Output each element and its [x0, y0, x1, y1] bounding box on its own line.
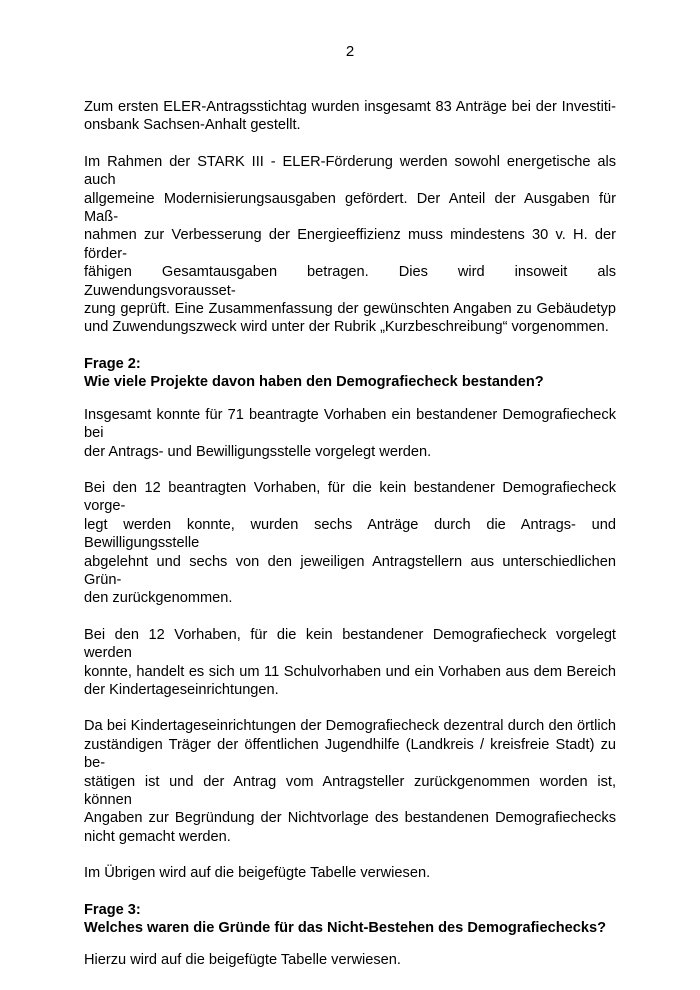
text-line: stätigen ist und der Antrag vom Antragsteller zurückgenommen worden ist, können [84, 773, 616, 808]
answer-2-paragraph-2 [84, 479, 616, 608]
page-number: 2 [345, 43, 355, 60]
text-line: den zurückgenommen. [84, 590, 233, 607]
text-line: Im Rahmen der STARK III - ELER-Förderung werden sowohl energetische als auch [84, 153, 616, 189]
text-line: Insgesamt konnte für 71 beantragte Vorhaben ein bestandener Demografiecheck bei [84, 406, 616, 442]
answer-2-paragraph-5 [84, 864, 616, 882]
text-line: konnte, handelt es sich um 11 Schulvorhaben und ein Vorhaben aus dem Bereich [84, 663, 616, 680]
question-2-heading [84, 355, 616, 392]
text-line: Im Übrigen wird auf die beigefügte Tabelle verwiesen. [84, 865, 431, 882]
text-line: zung geprüft. Eine Zusammenfassung der gewünschten Angaben zu Gebäudetyp [84, 301, 616, 318]
answer-2-paragraph-1 [84, 406, 616, 461]
text-line: Da bei Kindertageseinrichtungen der Demografiecheck dezentral durch den örtlich [84, 718, 616, 735]
text-line: fähigen Gesamtausgaben betragen. Dies wird insoweit als Zuwendungsvorausset- [84, 264, 616, 299]
question-3-text: Welches waren die Gründe für das Nicht-Bestehen des Demografiechecks? [84, 920, 607, 937]
text-line: zuständigen Träger der öffentlichen Jugendhilfe (Landkreis / kreisfreie Stadt) zu be- [84, 736, 616, 772]
paragraph-intro-2 [84, 153, 616, 337]
text-line: legt werden konnte, wurden sechs Anträge durch die Antrags- und Bewilligungsstelle [84, 516, 616, 552]
text-line: onsbank Sachsen-Anhalt gestellt. [84, 117, 301, 134]
question-3-label: Frage 3: [84, 901, 141, 918]
text-line: allgemeine Modernisierungsausgaben gefördert. Der Anteil der Ausgaben für Maß- [84, 190, 616, 226]
document-body [84, 98, 616, 988]
text-line: Bei den 12 Vorhaben, für die kein bestandener Demografiecheck vorgelegt werden [84, 626, 616, 662]
text-line: der Kindertageseinrichtungen. [84, 681, 279, 698]
paragraph-intro-1 [84, 98, 616, 135]
text-line: Zum ersten ELER-Antragsstichtag wurden insgesamt 83 Anträge bei der Investiti- [84, 99, 616, 115]
question-2-label: Frage 2: [84, 355, 141, 372]
text-line: Hierzu wird auf die beigefügte Tabelle verwiesen. [84, 952, 401, 969]
text-line: nicht gemacht werden. [84, 828, 231, 845]
text-line: Angaben zur Begründung der Nichtvorlage des bestandenen Demografiechecks [84, 810, 616, 827]
question-2-text: Wie viele Projekte davon haben den Demografiecheck bestanden? [84, 374, 544, 391]
text-line: nahmen zur Verbesserung der Energieeffizienz muss mindestens 30 v. H. der förder- [84, 227, 616, 262]
text-line: der Antrags- und Bewilligungsstelle vorgelegt werden. [84, 443, 432, 460]
text-line: und Zuwendungszweck wird unter der Rubrik „Kurzbeschreibung“ vorgenommen. [84, 319, 609, 336]
question-3-heading [84, 901, 616, 938]
answer-2-paragraph-3 [84, 626, 616, 700]
answer-2-paragraph-4 [84, 717, 616, 846]
answer-3-paragraph-1 [84, 951, 616, 969]
text-line: abgelehnt und sechs von den jeweiligen Antragstellern aus unterschiedlichen Grün- [84, 553, 616, 588]
text-line: Bei den 12 beantragten Vorhaben, für die kein bestandener Demografiecheck vorge- [84, 479, 616, 515]
